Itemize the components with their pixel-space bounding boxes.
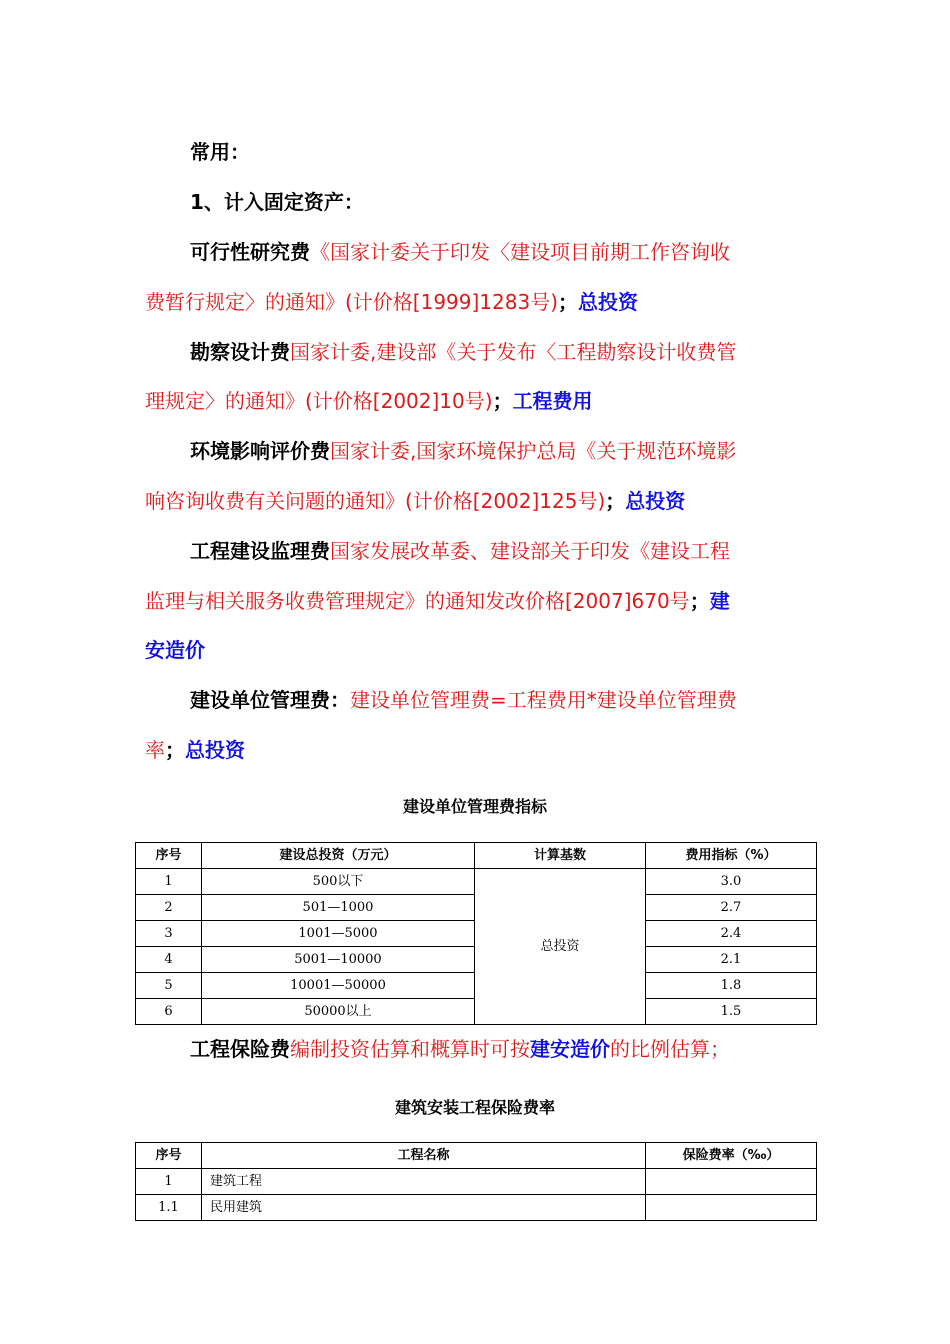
table-row [136, 869, 817, 895]
cell-investment: 1001—5000 [202, 921, 475, 947]
management-basis: 总投资 [185, 738, 245, 762]
table-header-row [136, 843, 817, 869]
separator: ； [165, 738, 185, 762]
feasibility-regulation: 《国家计委关于印发〈建设项目前期工作咨询收 [310, 240, 730, 264]
col-header-no: 序号 [136, 843, 202, 869]
environment-basis: 总投资 [625, 489, 686, 513]
cell-investment: 500以下 [202, 869, 475, 895]
cell-no: 6 [136, 999, 202, 1025]
survey-line-1 [190, 339, 813, 365]
environment-line-2 [145, 488, 813, 514]
cell-insurance-rate [646, 1195, 817, 1221]
supervision-regulation: 国家发展改革委、建设部关于印发《建设工程 [330, 539, 730, 563]
environment-line-1 [190, 438, 813, 464]
management-fee-name: 建设单位管理费： [190, 688, 350, 712]
supervision-line-3 [145, 637, 813, 663]
feasibility-regulation-cont: 费暂行规定〉的通知》(计价格[1999]1283号) [145, 290, 559, 314]
insurance-basis: 建安造价 [530, 1037, 610, 1061]
supervision-line-1 [190, 538, 813, 564]
survey-fee-name: 勘察设计费 [190, 340, 290, 364]
management-line-1 [190, 687, 813, 713]
survey-line-2 [145, 388, 813, 414]
cell-no: 1.1 [136, 1195, 202, 1221]
separator: ； [605, 489, 626, 513]
cell-investment: 50000以上 [202, 999, 475, 1025]
survey-regulation-cont: 理规定〉的通知》(计价格[2002]10号) [145, 389, 493, 413]
insurance-fee-name: 工程保险费 [190, 1037, 290, 1061]
separator: ； [689, 589, 710, 613]
cell-rate: 1.5 [646, 999, 817, 1025]
insurance-line [190, 1036, 813, 1062]
cell-no: 4 [136, 947, 202, 973]
col-header-rate: 费用指标（%） [646, 843, 817, 869]
cell-no: 1 [136, 869, 202, 895]
cell-rate: 3.0 [646, 869, 817, 895]
table2-caption: 建筑安装工程保险费率 [394, 1098, 555, 1117]
feasibility-line-2 [145, 289, 813, 315]
supervision-basis-end: 安造价 [145, 638, 205, 662]
management-line-2 [145, 737, 813, 763]
survey-regulation: 国家计委,建设部《关于发布〈工程勘察设计收费管 [290, 340, 737, 364]
cell-merged-base: 总投资 [475, 869, 646, 1025]
insurance-rate-table [135, 1142, 817, 1221]
cell-project-name: 民用建筑 [202, 1195, 646, 1221]
separator: ； [492, 389, 513, 413]
col-header-investment: 建设总投资（万元） [202, 843, 475, 869]
supervision-fee-name: 工程建设监理费 [190, 539, 330, 563]
heading-common: 常用： [190, 140, 250, 164]
management-fee-table [135, 842, 817, 1025]
cell-no: 5 [136, 973, 202, 999]
survey-basis: 工程费用 [512, 389, 593, 413]
cell-investment: 501—1000 [202, 895, 475, 921]
col-header-insurance-rate: 保险费率（‰） [646, 1143, 817, 1169]
table1-caption: 建设单位管理费指标 [402, 797, 547, 816]
col-header-no: 序号 [136, 1143, 202, 1169]
col-header-project-name: 工程名称 [202, 1143, 646, 1169]
cell-rate: 2.4 [646, 921, 817, 947]
cell-no: 2 [136, 895, 202, 921]
insurance-text-end: 的比例估算； [610, 1037, 730, 1061]
table-row [136, 1169, 817, 1195]
cell-investment: 5001—10000 [202, 947, 475, 973]
environment-regulation: 国家计委,国家环境保护总局《关于规范环境影 [330, 439, 737, 463]
environment-regulation-cont: 响咨询收费有关问题的通知》(计价格[2002]125号) [145, 489, 606, 513]
supervision-line-2 [145, 588, 813, 614]
separator: ； [558, 290, 579, 314]
table-row [136, 1195, 817, 1221]
insurance-text: 编制投资估算和概算时可按 [290, 1037, 530, 1061]
cell-investment: 10001—50000 [202, 973, 475, 999]
management-formula-cont: 率 [145, 738, 165, 762]
table-header-row [136, 1143, 817, 1169]
feasibility-fee-name: 可行性研究费 [190, 240, 310, 264]
management-formula: 建设单位管理费=工程费用*建设单位管理费 [350, 688, 737, 712]
environment-fee-name: 环境影响评价费 [190, 439, 330, 463]
cell-project-name: 建筑工程 [202, 1169, 646, 1195]
cell-rate: 1.8 [646, 973, 817, 999]
cell-rate: 2.7 [646, 895, 817, 921]
supervision-basis-start: 建 [709, 589, 730, 613]
cell-no: 1 [136, 1169, 202, 1195]
feasibility-basis: 总投资 [578, 290, 639, 314]
supervision-regulation-cont: 监理与相关服务收费管理规定》的通知发改价格[2007]670号 [145, 589, 690, 613]
cell-rate: 2.1 [646, 947, 817, 973]
cell-no: 3 [136, 921, 202, 947]
col-header-base: 计算基数 [475, 843, 646, 869]
feasibility-line-1 [190, 239, 813, 265]
heading-fixed-assets: 1、计入固定资产： [190, 190, 364, 214]
cell-insurance-rate [646, 1169, 817, 1195]
